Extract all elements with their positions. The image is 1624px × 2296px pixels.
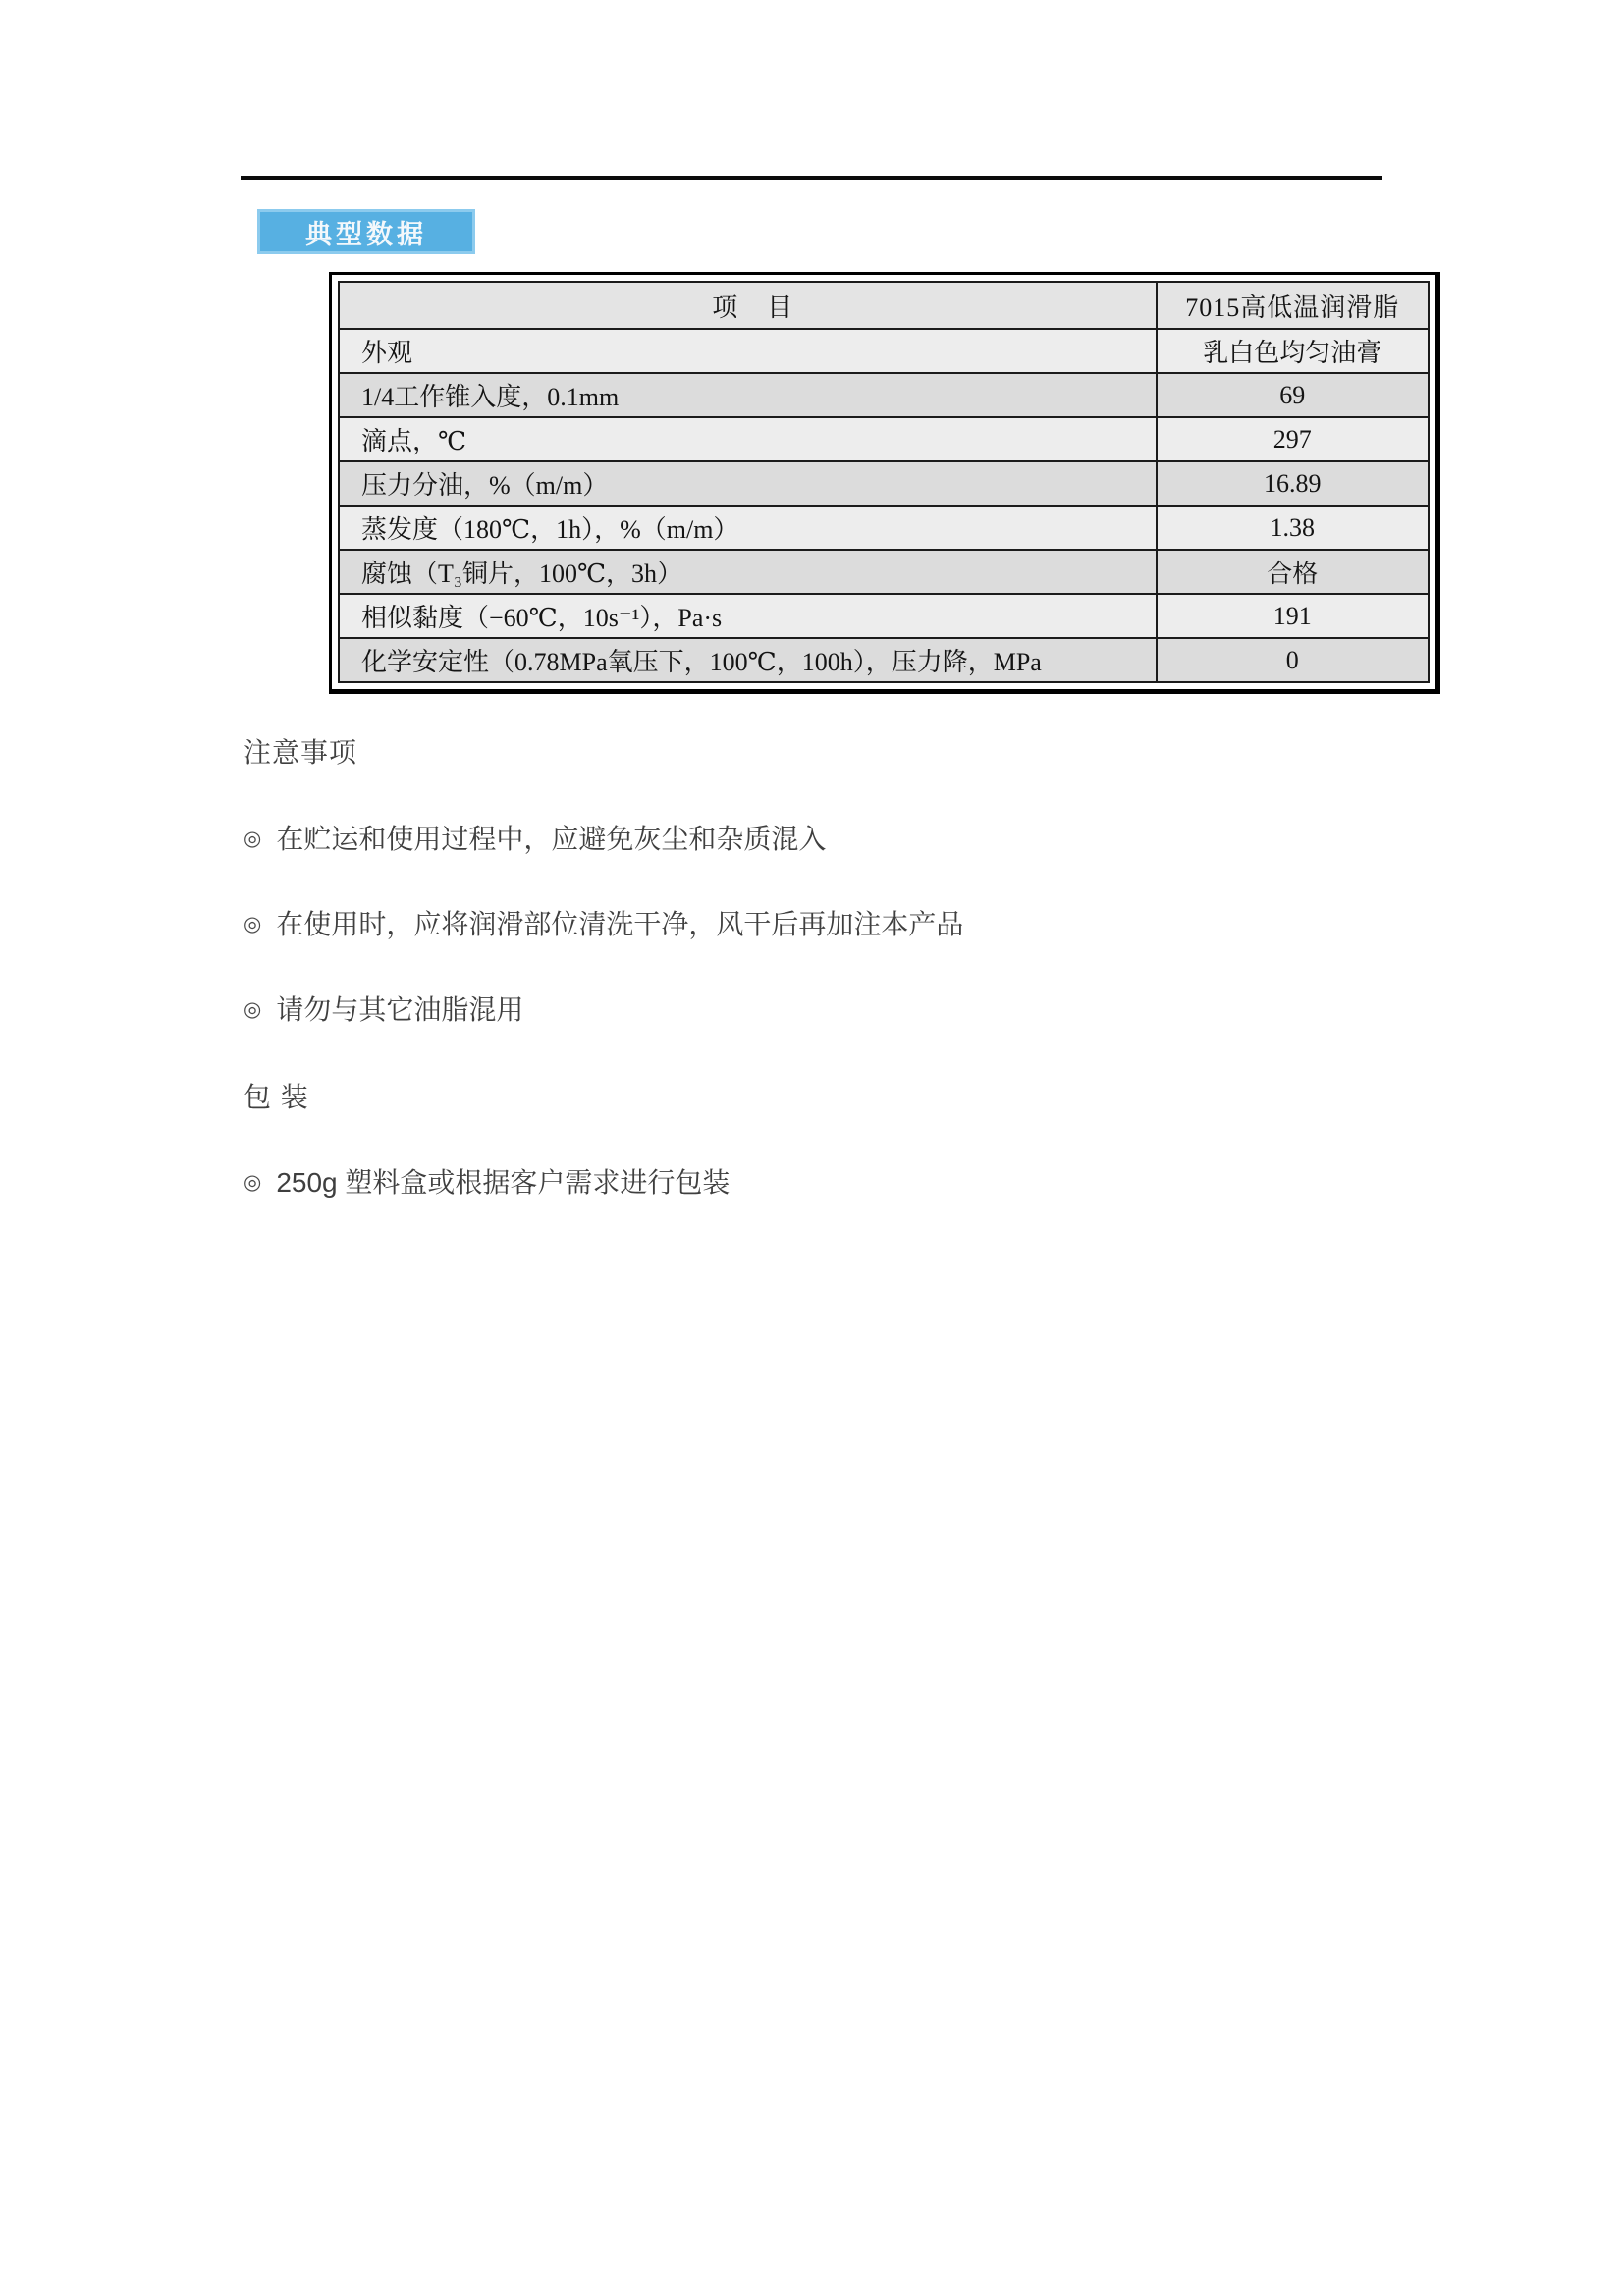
row-item-label: 化学安定性（0.78MPa氧压下，100℃，100h），压力降，MPa xyxy=(339,638,1157,682)
section-badge-label: 典型数据 xyxy=(305,219,427,249)
note-item xyxy=(244,903,963,942)
row-item-label: 1/4工作锥入度，0.1mm xyxy=(339,373,1157,417)
table-row xyxy=(339,329,1429,373)
note-item xyxy=(244,818,826,857)
section-badge-typical-data xyxy=(257,209,475,254)
table-row xyxy=(339,417,1429,461)
table-header-product: 7015高低温润滑脂 xyxy=(1157,282,1430,329)
table-row xyxy=(339,638,1429,682)
top-divider-rule xyxy=(241,176,1382,180)
row-item-value: 297 xyxy=(1157,417,1430,461)
row-item-label: 外观 xyxy=(339,329,1157,373)
table-row xyxy=(339,373,1429,417)
spec-table-frame xyxy=(329,272,1440,694)
bullseye-bullet-icon: ◎ xyxy=(244,912,262,935)
row-item-value: 69 xyxy=(1157,373,1430,417)
row-item-value: 0 xyxy=(1157,638,1430,682)
bullseye-bullet-icon: ◎ xyxy=(244,997,262,1021)
notes-section-title: 注意事项 xyxy=(244,737,358,768)
row-item-label: 压力分油，%（m/m） xyxy=(339,461,1157,506)
packaging-section-title: 包 装 xyxy=(244,1082,309,1112)
bullseye-bullet-icon: ◎ xyxy=(244,827,262,850)
row-item-label: 相似黏度（−60℃，10s⁻¹），Pa·s xyxy=(339,594,1157,638)
note-item-text: 请勿与其它油脂混用 xyxy=(276,994,524,1025)
table-row xyxy=(339,461,1429,506)
table-header-item: 项 目 xyxy=(339,282,1157,329)
note-item xyxy=(244,988,523,1028)
packaging-item xyxy=(244,1161,730,1201)
note-item-text: 在使用时，应将润滑部位清洗干净，风干后再加注本产品 xyxy=(276,909,964,939)
table-row xyxy=(339,594,1429,638)
bullseye-bullet-icon: ◎ xyxy=(244,1170,262,1194)
row-item-label: 滴点，℃ xyxy=(339,417,1157,461)
row-item-label: 腐蚀（T₃铜片，100℃，3h） xyxy=(339,550,1157,594)
row-item-value: 1.38 xyxy=(1157,506,1430,550)
packaging-item-text: 250g 塑料盒或根据客户需求进行包装 xyxy=(276,1167,731,1198)
note-item-text: 在贮运和使用过程中，应避免灰尘和杂质混入 xyxy=(276,824,827,854)
spec-table xyxy=(338,281,1430,683)
table-row xyxy=(339,550,1429,594)
row-item-value: 16.89 xyxy=(1157,461,1430,506)
row-item-value: 191 xyxy=(1157,594,1430,638)
row-item-value: 合格 xyxy=(1157,550,1430,594)
row-item-label: 蒸发度（180℃，1h），%（m/m） xyxy=(339,506,1157,550)
row-item-value: 乳白色均匀油膏 xyxy=(1157,329,1430,373)
table-header-row xyxy=(339,282,1429,329)
table-row xyxy=(339,506,1429,550)
